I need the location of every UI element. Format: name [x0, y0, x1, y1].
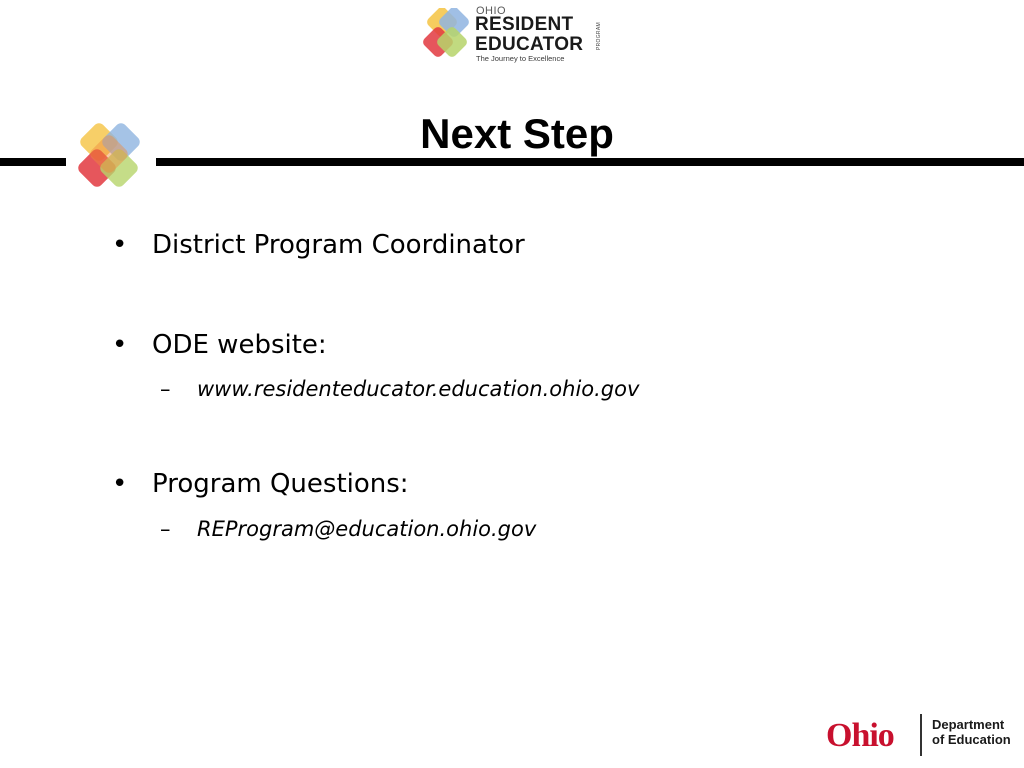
bullet-icon: • — [112, 330, 128, 360]
logo-divider — [920, 714, 922, 756]
dash-icon: – — [160, 377, 171, 401]
logo-tagline: The Journey to Excellence — [476, 54, 565, 63]
dash-icon: – — [160, 517, 171, 541]
logo-educator-text: EDUCATOR — [475, 34, 584, 55]
website-link[interactable]: www.residenteducator.education.ohio.gov — [197, 377, 640, 401]
bullet-icon: • — [112, 469, 128, 499]
department-line-1: Department — [932, 717, 1005, 732]
bullet-text: ODE website: — [152, 330, 327, 360]
bullet-text: District Program Coordinator — [152, 230, 525, 260]
bullet-text: Program Questions: — [152, 469, 409, 499]
slide-title: Next Step — [420, 110, 614, 157]
ohio-wordmark: Ohio — [826, 717, 894, 754]
logo-ohio-text: OHIO — [476, 5, 507, 17]
logo-side-text: PROGRAM — [596, 22, 602, 50]
logo-resident-text: RESIDENT — [475, 14, 574, 35]
department-label — [932, 717, 1011, 747]
ohio-department-of-education-logo — [826, 712, 1022, 760]
email-link[interactable]: REProgram@education.ohio.gov — [197, 517, 537, 541]
bullet-icon: • — [112, 230, 128, 260]
department-line-2: of Education — [932, 732, 1011, 747]
